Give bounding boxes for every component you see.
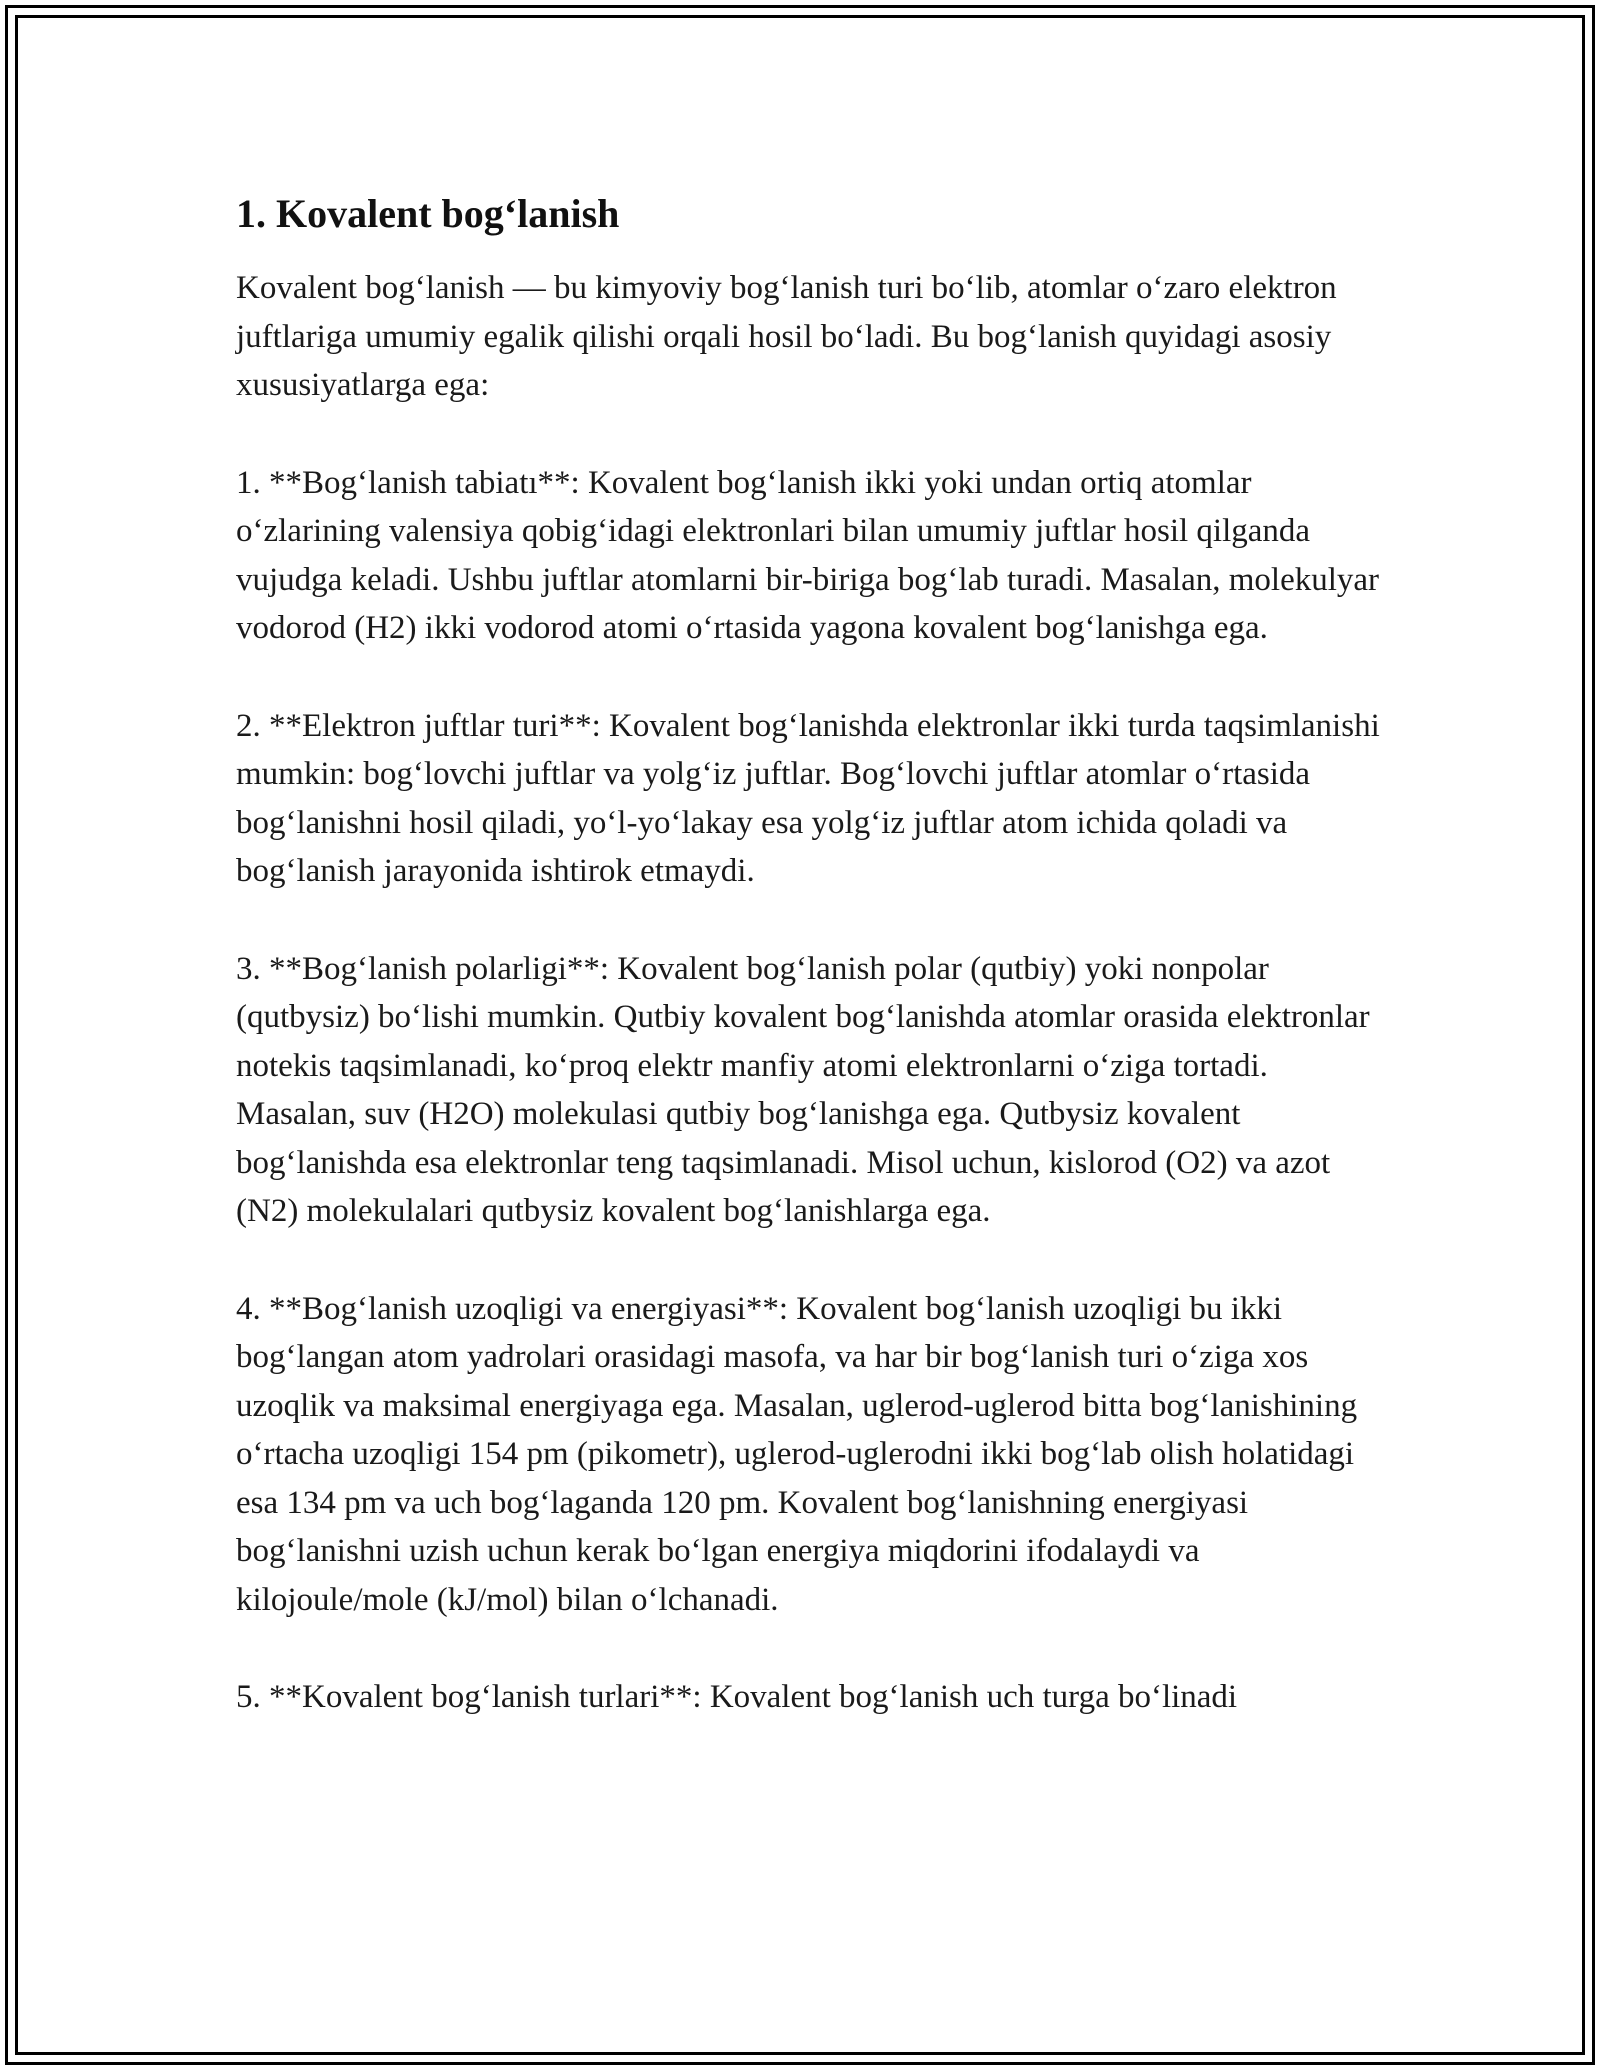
intro-paragraph: Kovalent bog‘lanish — bu kimyoviy bog‘lanish turi bo‘lib, atomlar o‘zaro elektron juftlariga umumiy egalik qilishi orqali hosil bo‘ladi. Bu bog‘lanish quyidagi asosiy xususiyatlarga ega: (236, 270, 1337, 403)
list-item-bond-length-energy: 4. **Bog‘lanish uzoqligi va energiyasi**: Kovalent bog‘lanish uzoqligi bu ikki bog‘langan atom yadrolari orasidagi masofa, va har bir bog‘lanish turi o‘ziga xos uzoqlik va maksimal energiyaga ega. Masalan, uglerod-uglerod bitta bog‘lanishining o‘rtacha uzoqligi 154 pm (pikometr), uglerod-uglerodni ikki bog‘lab olish holatidagi esa 134 pm va uch bog‘laganda 120 pm. Kovalent bog‘lanishning energiyasi bog‘lanishni uzish uchun kerak bo‘lgan energiya miqdorini ifodalaydi va kilojoule/mole (kJ/mol) bilan o‘lchanadi. (236, 1290, 1358, 1618)
list-item-bond-nature: 1. **Bog‘lanish tabiatı**: Kovalent bog‘lanish ikki yoki undan ortiq atomlar o‘zlarining valensiya qobig‘idagi elektronlari bilan umumiy juftlar hosil qilganda vujudga keladi. Ushbu juftlar atomlarni bir-biriga bog‘lab turadi. Masalan, molekulyar vodorod (H2) ikki vodorod atomi o‘rtasida yagona kovalent bog‘lanishga ega. (236, 464, 1380, 646)
list-item-bond-types: 5. **Kovalent bog‘lanish turlari**: Kovalent bog‘lanish uch turga bo‘linadi (236, 1679, 1238, 1715)
list-item-bond-polarity: 3. **Bog‘lanish polarligi**: Kovalent bog‘lanish polar (qutbiy) yoki nonpolar (qutbysiz) bo‘lishi mumkin. Qutbiy kovalent bog‘lanishda atomlar orasida elektronlar notekis taqsimlanadi, ko‘proq elektr manfiy atomi elektronlarni o‘ziga tortadi. Masalan, suv (H2O) molekulasi qutbiy bog‘lanishga ega. Qutbysiz kovalent bog‘lanishda esa elektronlar teng taqsimlanadi. Misol uchun, kislorod (O2) va azot (N2) molekulalari qutbysiz kovalent bog‘lanishlarga ega. (236, 950, 1370, 1229)
document-body (236, 186, 1396, 1771)
list-item-electron-pairs: 2. **Elektron juftlar turi**: Kovalent bog‘lanishda elektronlar ikki turda taqsimlanishi mumkin: bog‘lovchi juftlar va yolg‘iz juftlar. Bog‘lovchi juftlar atomlar o‘rtasida bog‘lanishni hosil qiladi, yo‘l-yo‘lakay esa yolg‘iz juftlar atom ichida qoladi va bog‘lanish jarayonida ishtirok etmaydi. (236, 707, 1380, 889)
section-heading: 1. Kovalent bog‘lanish (236, 191, 620, 236)
